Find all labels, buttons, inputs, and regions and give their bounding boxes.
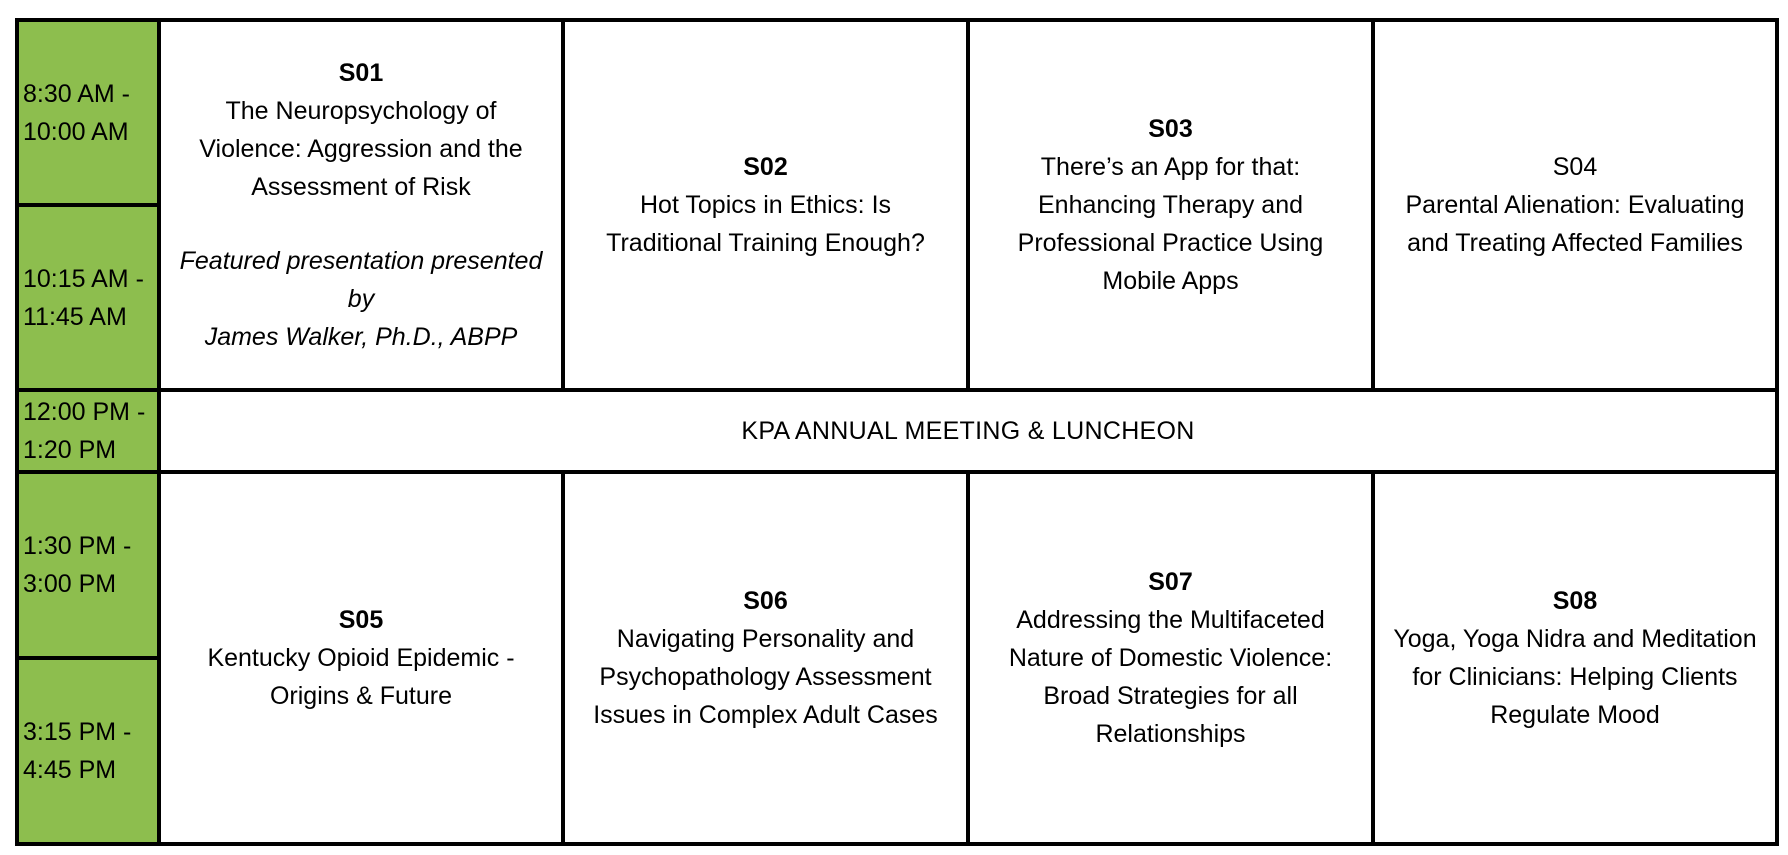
session-code: S03 bbox=[1148, 115, 1193, 143]
session-cell-s06 bbox=[563, 472, 968, 844]
session-code: S02 bbox=[743, 153, 788, 181]
session-title-line: Professional Practice Using bbox=[1017, 229, 1324, 257]
session-title-line: Addressing the Multifaceted bbox=[1016, 606, 1325, 634]
session-cell-s01 bbox=[159, 20, 563, 390]
session-code: S07 bbox=[1148, 568, 1193, 596]
time-slot-3-end: 1:20 PM bbox=[23, 436, 117, 464]
session-title-line: Relationships bbox=[1095, 720, 1246, 748]
schedule-row-4 bbox=[17, 472, 1777, 658]
schedule-table bbox=[15, 18, 1779, 846]
session-code: S04 bbox=[1552, 153, 1598, 181]
session-title-line: Issues in Complex Adult Cases bbox=[593, 701, 938, 729]
session-title-line: Nature of Domestic Violence: bbox=[1008, 644, 1333, 672]
session-title-line: The Neuropsychology of bbox=[225, 97, 497, 125]
time-slot-1 bbox=[17, 20, 159, 205]
session-title-line: Mobile Apps bbox=[1102, 267, 1239, 295]
session-title-line: Broad Strategies for all bbox=[1043, 682, 1298, 710]
time-slot-2 bbox=[17, 205, 159, 390]
session-title-line: Violence: Aggression and the bbox=[199, 135, 523, 163]
session-title-line: Kentucky Opioid Epidemic - bbox=[207, 644, 515, 672]
session-title-line: Traditional Training Enough? bbox=[606, 229, 925, 257]
time-slot-5-end: 4:45 PM bbox=[23, 756, 117, 784]
time-slot-1-end: 10:00 AM bbox=[23, 117, 129, 146]
session-cell-s08 bbox=[1373, 472, 1777, 844]
time-slot-3 bbox=[17, 390, 159, 472]
session-cell-s03 bbox=[968, 20, 1373, 390]
lunch-cell bbox=[159, 390, 1777, 472]
schedule-row-lunch bbox=[17, 390, 1777, 472]
session-title-line: for Clinicians: Helping Clients bbox=[1412, 663, 1738, 691]
session-code: S06 bbox=[743, 587, 788, 615]
session-title-line: and Treating Affected Families bbox=[1407, 229, 1743, 257]
session-title-line: Assessment of Risk bbox=[251, 173, 471, 201]
time-slot-3-start: 12:00 PM - bbox=[23, 398, 146, 426]
session-title-line: Yoga, Yoga Nidra and Meditation bbox=[1393, 625, 1757, 653]
session-code: S01 bbox=[338, 59, 384, 87]
time-slot-5-start: 3:15 PM - bbox=[23, 718, 132, 746]
session-title-line: Parental Alienation: Evaluating bbox=[1405, 191, 1745, 219]
session-title-line: Origins & Future bbox=[269, 682, 452, 710]
session-code: S08 bbox=[1552, 587, 1598, 615]
featured-presenter-line: Featured presentation presented bbox=[179, 247, 543, 275]
session-cell-s02 bbox=[563, 20, 968, 390]
time-slot-5 bbox=[17, 658, 159, 844]
featured-presenter-line: by bbox=[347, 285, 375, 313]
session-title-line: Hot Topics in Ethics: Is bbox=[639, 191, 892, 219]
session-title-line: Psychopathology Assessment bbox=[599, 663, 932, 691]
featured-presenter-name: James Walker, Ph.D., ABPP bbox=[204, 323, 518, 351]
session-code: S05 bbox=[338, 606, 384, 634]
session-cell-s05 bbox=[159, 472, 563, 844]
time-slot-4-end: 3:00 PM bbox=[23, 570, 117, 598]
session-cell-s07 bbox=[968, 472, 1373, 844]
time-slot-4 bbox=[17, 472, 159, 658]
session-title-line: Enhancing Therapy and bbox=[1037, 191, 1303, 219]
lunch-label: KPA ANNUAL MEETING & LUNCHEON bbox=[741, 416, 1195, 445]
time-slot-2-start: 10:15 AM - bbox=[23, 264, 144, 293]
session-title-line: There’s an App for that: bbox=[1040, 153, 1301, 181]
session-title-line: Regulate Mood bbox=[1490, 701, 1660, 729]
session-cell-s04 bbox=[1373, 20, 1777, 390]
schedule-row-1 bbox=[17, 20, 1777, 205]
time-slot-1-start: 8:30 AM - bbox=[23, 79, 130, 108]
time-slot-4-start: 1:30 PM - bbox=[23, 532, 132, 560]
time-slot-2-end: 11:45 AM bbox=[23, 302, 127, 331]
session-title-line: Navigating Personality and bbox=[616, 625, 915, 653]
